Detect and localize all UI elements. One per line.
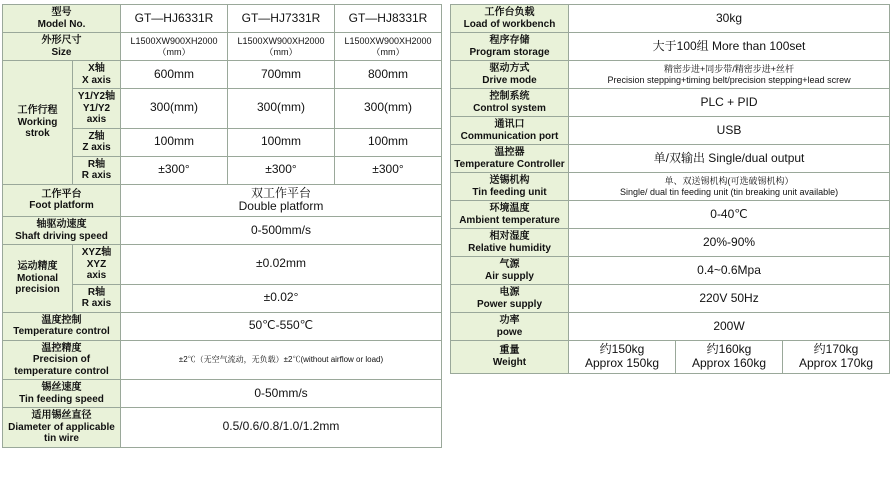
value-working-stroke-y-3 [335,89,442,129]
table-row [451,201,890,229]
label-en: Y1/Y2 axis [82,102,111,125]
value-en: （mm） [157,46,191,57]
value-en: PLC + PID [700,94,758,109]
label-en: Air supply [485,270,534,282]
label-model-no [3,5,121,33]
label-cn: R轴 [87,158,106,170]
label-cn: 锡丝速度 [41,382,82,394]
value-en: GT—HJ7331R [241,10,321,25]
label-foot-platform [3,184,121,217]
value-en: Approx 150kg [584,355,660,370]
value-en: 100mm [260,134,301,149]
label-working-stroke-r [73,156,121,184]
value-en: 0.4~0.6Mpa [697,262,761,277]
label-motional-precision-xyz [73,245,121,285]
label-en: Relative humidity [468,242,551,254]
value-en: ±300° [265,162,297,177]
value-cn: 约150kg [599,342,645,356]
group-label-motional-precision-xyz [3,245,73,313]
label-en: X axis [82,74,111,86]
value-en: 0-50mm/s [254,385,308,400]
label-en: Communication port [460,130,559,142]
label-cn: 送锡机构 [489,175,530,186]
value-size-3 [335,33,442,61]
table-row [3,61,442,89]
label-cn: 环境温度 [489,203,530,214]
label-cn: 工作平台 [41,188,82,200]
label-cn: 控制系统 [489,91,530,102]
label-en: Model No. [37,18,86,30]
label-en: Temperature Controller [454,158,565,170]
value-size-1 [121,33,228,61]
label-cn: 运动精度 [17,261,58,273]
label-air-supply [451,257,569,285]
value-program-storage [569,33,890,61]
value-model-no-3 [335,5,442,33]
value-model-no-1 [121,5,228,33]
label-working-stroke-z [73,128,121,156]
value-working-stroke-z-1 [121,128,228,156]
label-ambient-temperature [451,201,569,229]
value-cn: 精密步进+同步带/精密步进+丝杆 [664,64,795,75]
value-load-of-workbench [569,5,890,33]
value-shaft-driving-speed [121,217,442,245]
value-en: 800mm [367,66,408,81]
label-diameter-of-applicable-tin-wire [3,408,121,448]
value-en: 0.5/0.6/0.8/1.0/1.2mm [222,419,340,434]
table-row [451,229,890,257]
table-row [3,33,442,61]
right-spec-table-wrap [450,4,890,493]
value-en: 100mm [153,134,194,149]
value-foot-platform [121,184,442,217]
value-en: 300(mm) [256,100,305,115]
label-cn: 通讯口 [494,119,525,130]
label-cn: 适用锡丝直径 [31,410,92,422]
value-cn: 约170kg [813,342,859,356]
value-en: 20%-90% [703,234,756,249]
label-cn: 气源 [499,259,520,270]
label-cn: 重量 [499,345,520,357]
value-cn: 约160kg [706,342,752,356]
label-weight [451,341,569,374]
value-en: 600mm [153,66,194,81]
value-diameter-of-applicable-tin-wire [121,408,442,448]
value-working-stroke-r-3 [335,156,442,184]
value-motional-precision-r [121,284,442,312]
value-working-stroke-y-1 [121,89,228,129]
label-temperature-controller [451,145,569,173]
table-row [451,257,890,285]
value-ambient-temperature [569,201,890,229]
label-shaft-driving-speed [3,217,121,245]
label-en: XYZ axis [86,258,107,282]
table-row [3,245,442,285]
label-en: Tin feeding speed [19,393,104,405]
table-row [451,285,890,313]
table-row [3,5,442,33]
value-en: 50℃-550℃ [248,318,314,333]
label-control-system [451,89,569,117]
label-en: Precision of temperature control [14,354,109,377]
table-row [451,145,890,173]
value-en: 大于100组 More than 100set [652,38,806,53]
label-program-storage [451,33,569,61]
value-en: （mm） [264,46,298,57]
label-cn: 工作台负载 [484,7,535,18]
label-en: Load of workbench [463,18,556,30]
right-spec-body [451,5,890,374]
value-temperature-controller [569,145,890,173]
label-en: Drive mode [482,74,537,86]
label-tin-feeding-speed [3,380,121,408]
table-row [451,117,890,145]
label-en: Diameter of applicable tin wire [8,421,115,445]
table-row [451,89,890,117]
label-en: Program storage [469,46,550,58]
label-cn: X轴 [88,63,105,74]
label-en: Motional precision [15,272,60,296]
value-en: 0-500mm/s [250,222,312,237]
label-cn: R轴 [87,286,106,298]
label-en: Foot platform [29,200,94,212]
label-tin-feeding-unit [451,173,569,201]
right-spec-table [450,4,890,374]
label-en: Size [51,46,72,58]
label-power-supply [451,285,569,313]
label-cn: 温控器 [494,147,525,158]
value-motional-precision-xyz [121,245,442,285]
value-working-stroke-r-1 [121,156,228,184]
value-en: 100mm [367,134,408,149]
left-spec-body [3,5,442,448]
value-drive-mode [569,61,890,89]
value-en: GT—HJ8331R [348,10,428,25]
table-row [451,5,890,33]
value-en: 300(mm) [149,100,198,115]
label-cn: 温度控制 [41,314,82,326]
label-relative-humidity [451,229,569,257]
value-model-no-2 [228,5,335,33]
table-row [3,312,442,340]
table-row [451,173,890,201]
value-precision-of-temperature-control [121,340,442,380]
label-en: Tin feeding unit [472,186,547,198]
value-working-stroke-z-3 [335,128,442,156]
label-en: R axis [81,298,112,310]
value-en: 200W [713,318,745,333]
table-row [3,380,442,408]
value-size-2 [228,33,335,61]
label-cn: 外形尺寸 [41,35,82,46]
table-row [451,341,890,374]
label-en: Z axis [82,142,111,153]
table-row [3,184,442,217]
value-tin-feeding-unit [569,173,890,201]
label-cn: 电源 [499,287,520,298]
label-power [451,313,569,341]
label-en: R axis [81,170,112,181]
value-en: Single/ dual tin feeding unit (tin breaking unit available) [619,186,839,197]
label-drive-mode [451,61,569,89]
value-en: ±300° [158,162,190,177]
table-row [3,408,442,448]
table-row [3,340,442,380]
table-row [451,61,890,89]
label-cn: XYZ轴 [81,247,112,259]
label-en: Weight [492,356,527,368]
label-en: Temperature control [13,326,110,338]
table-row [3,217,442,245]
value-en: 700mm [260,66,301,81]
value-cn: L1500XW900XH2000 [237,36,325,47]
label-en: Ambient temperature [459,214,560,226]
label-temperature-control [3,312,121,340]
value-en: 0-40℃ [710,206,748,221]
label-precision-of-temperature-control [3,340,121,380]
value-temperature-control [121,312,442,340]
value-weight-2 [676,341,783,374]
value-en: （mm） [371,46,405,57]
left-spec-table [2,4,442,448]
value-en: Precision stepping+timing belt/precision stepping+lead screw [607,74,851,85]
value-working-stroke-x-1 [121,61,228,89]
value-en: 300(mm) [363,100,412,115]
value-en: GT—HJ6331R [134,10,214,25]
value-relative-humidity [569,229,890,257]
value-en: ±2℃（无空气流动，无负载）±2℃(without airflow or load) [178,355,384,365]
value-working-stroke-z-2 [228,128,335,156]
label-load-of-workbench [451,5,569,33]
label-en: Control system [473,102,546,114]
group-label-working-stroke-x [3,61,73,185]
value-en: ±0.02mm [256,256,306,271]
label-cn: 驱动方式 [489,63,530,74]
value-en: 220V 50Hz [699,290,759,305]
value-air-supply [569,257,890,285]
value-en: 单/双输出 Single/dual output [653,150,805,165]
label-cn: Y1/Y2轴 [77,91,116,102]
table-row [451,33,890,61]
value-working-stroke-r-2 [228,156,335,184]
value-weight-3 [783,341,890,374]
value-cn: 单、双送锡机构(可选破锡机构） [664,176,794,187]
value-cn: L1500XW900XH2000 [344,36,432,47]
value-tin-feeding-speed [121,380,442,408]
value-en: USB [716,122,742,137]
label-motional-precision-r [73,284,121,312]
value-en: ±300° [372,162,404,177]
value-working-stroke-y-2 [228,89,335,129]
table-row [451,313,890,341]
value-cn: 双工作平台 [250,185,311,200]
label-cn: 程序存储 [489,35,530,46]
label-size [3,33,121,61]
value-working-stroke-x-2 [228,61,335,89]
value-communication-port [569,117,890,145]
label-cn: 温控精度 [41,342,82,354]
value-en: Approx 170kg [798,355,874,370]
value-control-system [569,89,890,117]
label-cn: 相对湿度 [489,231,530,242]
value-en: Double platform [238,199,324,214]
label-en: Working strok [17,116,58,139]
value-power [569,313,890,341]
label-en: powe [496,326,523,338]
left-spec-table-wrap [2,4,442,493]
value-power-supply [569,285,890,313]
label-working-stroke-x [73,61,121,89]
value-en: Approx 160kg [691,355,767,370]
value-en: 30kg [716,10,743,25]
value-working-stroke-x-3 [335,61,442,89]
label-en: Power supply [476,298,542,310]
label-communication-port [451,117,569,145]
value-cn: L1500XW900XH2000 [130,36,218,47]
label-cn: 轴驱动速度 [36,219,87,231]
label-cn: 型号 [51,7,72,18]
label-cn: 工作行程 [17,105,58,116]
value-weight-1 [569,341,676,374]
value-en: ±0.02° [263,290,299,305]
label-cn: 功率 [499,315,520,326]
label-working-stroke-y [73,89,121,129]
label-cn: Z轴 [88,130,105,142]
label-en: Shaft driving speed [15,230,108,242]
